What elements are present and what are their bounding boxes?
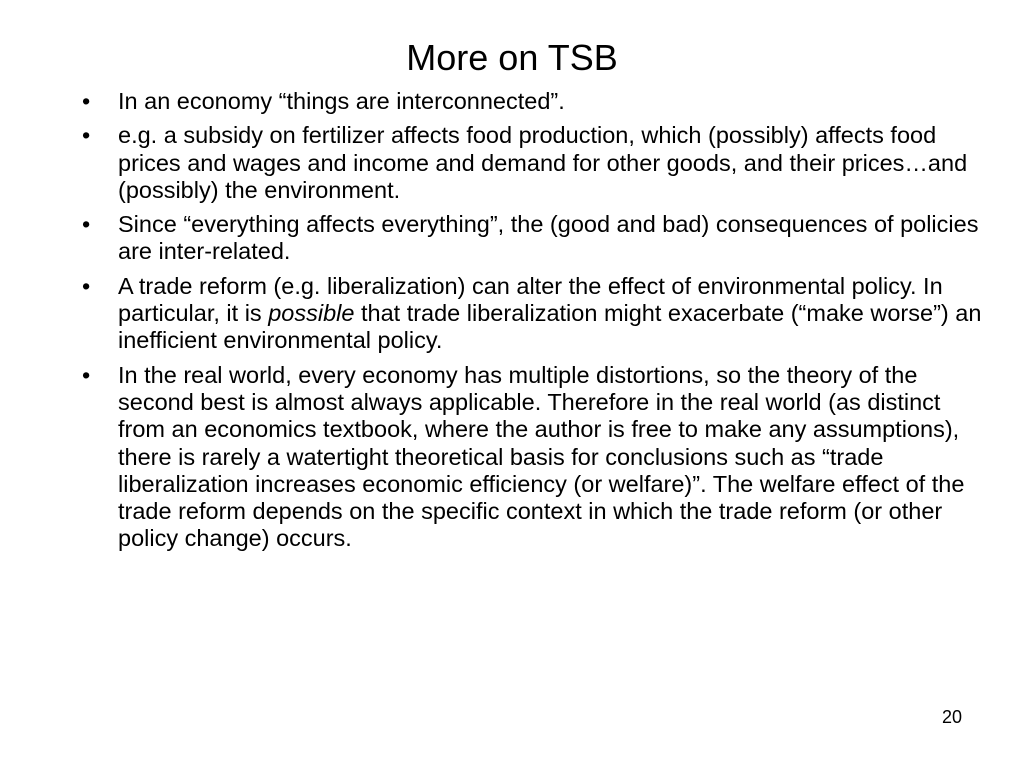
slide-title: More on TSB: [406, 37, 618, 78]
bullet-marker: •: [82, 122, 91, 149]
bullet-text-before: A trade reform (e.g. liberalization) can alter the effect of environmental policy. In particular, it is: [118, 272, 943, 327]
bullet-list: [78, 88, 983, 560]
bullet-text: In an economy “things are interconnected”.: [118, 88, 565, 114]
page-number: 20: [941, 707, 962, 727]
bullet-marker: •: [82, 211, 91, 238]
bullet-text-after: that trade liberalization might exacerbate (“make worse”) an inefficient environmental policy.: [118, 300, 982, 354]
bullet-item-interconnected: [78, 88, 983, 115]
bullet-marker: •: [82, 88, 91, 114]
bullet-text: e.g. a subsidy on fertilizer affects food production, which (possibly) affects food prices and wages and income and demand for other goods, and their prices…and (possibly) the environment.: [118, 122, 968, 203]
bullet-marker: •: [82, 361, 91, 388]
bullet-text-emphasis: possible: [268, 300, 355, 327]
bullet-item-fertilizer-example: [78, 122, 983, 204]
bullet-item-everything-affects: [78, 211, 983, 266]
bullet-text: Since “everything affects everything”, the (good and bad) consequences of policies are inter-related.: [118, 211, 979, 265]
bullet-item-real-world: [78, 362, 983, 553]
bullet-marker: •: [82, 272, 91, 299]
bullet-text: In the real world, every economy has multiple distortions, so the theory of the second best is almost always applicable. Therefore in the real world (as distinct from an economics textbook, where the author is free to make any assumptions), there is rarely a watertight theoretical basis for conclusions such as “trade liberalization increases economic efficiency (or welfare)”. The welfare effect of the trade reform depends on the specific context in which the trade reform (or other policy change) occurs.: [118, 361, 965, 552]
bullet-item-trade-reform: [78, 273, 983, 355]
